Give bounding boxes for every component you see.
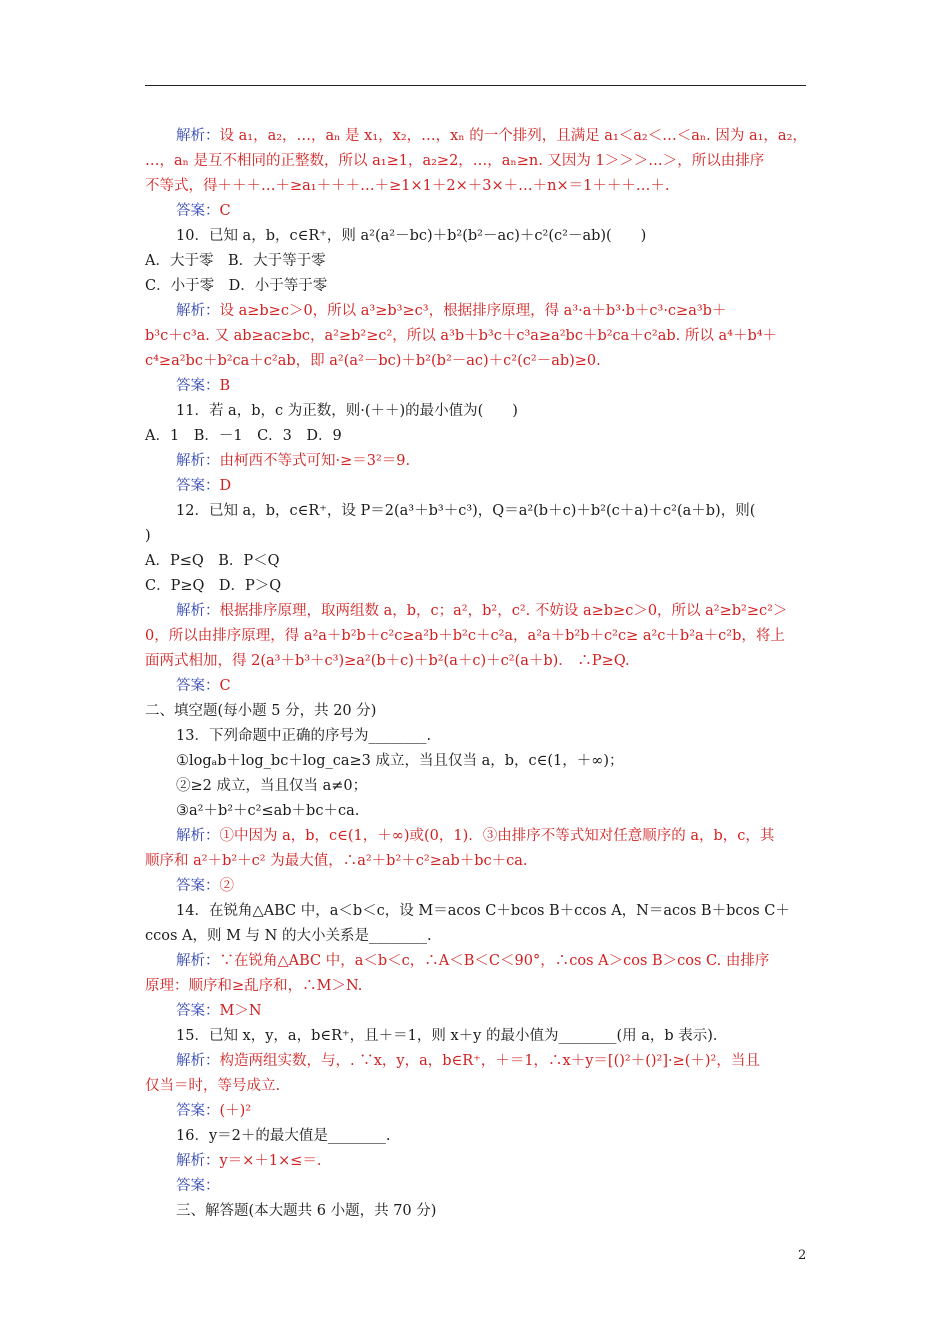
analysis-label: 解析： xyxy=(176,953,220,969)
analysis-text: ①中因为 a，b，c∈(1，＋∞)或(0，1)．③由排序不等式知对任意顺序的 a，b，c，其 xyxy=(219,828,775,844)
analysis-label: 解析： xyxy=(176,1053,220,1069)
analysis-text: 设 a₁，a₂，…，aₙ 是 x₁，x₂，…，xₙ 的一个排列，且满足 a₁＜a₂＜…＜aₙ. 因为 a₁，a₂， xyxy=(219,128,807,144)
options-line: C．小于零 D．小于等于零 xyxy=(145,278,328,294)
answer-line xyxy=(176,476,231,496)
page-number: 2 xyxy=(798,1248,807,1263)
analysis-line xyxy=(176,1051,760,1071)
analysis-label: 解析： xyxy=(176,828,220,844)
options-line: A．1 B．－1 C．3 D．9 xyxy=(145,428,342,444)
analysis-text: 设 a≥b≥c＞0，所以 a³≥b³≥c³，根据排序原理，得 a³·a＋b³·b＋c³·c≥a³b＋ xyxy=(219,303,727,319)
analysis-line xyxy=(176,826,774,846)
analysis-text: c⁴≥a²bc＋b²ca＋c²ab，即 a²(a²－bc)＋b²(b²－ac)＋c²(c²－ab)≥0. xyxy=(145,353,601,369)
question-13: 13．下列命题中正确的序号为________. xyxy=(176,728,432,744)
statement-line: ③a²＋b²＋c²≤ab＋bc＋ca. xyxy=(176,803,360,819)
answer-text: C xyxy=(219,203,231,219)
analysis-text: 原理：顺序和≥乱序和，∴M＞N. xyxy=(145,978,363,994)
answer-label: 答案： xyxy=(176,878,220,894)
question-12: 12．已知 a，b，c∈R⁺，设 P＝2(a³＋b³＋c³)，Q＝a²(b＋c)＋b²(c＋a)＋c²(a＋b)，则( xyxy=(176,503,756,519)
analysis-label: 解析： xyxy=(176,128,220,144)
header-rule xyxy=(145,85,806,86)
question-14-cont: ccos A，则 M 与 N 的大小关系是________. xyxy=(145,928,432,944)
answer-text: M＞N xyxy=(219,1003,262,1019)
analysis-text: 0，所以由排序原理，得 a²a＋b²b＋c²c≥a²b＋b²c＋c²a，a²a＋b²b＋c²c≥ a²c＋b²a＋c²b，将上 xyxy=(145,628,785,644)
analysis-line xyxy=(176,1151,321,1171)
analysis-line xyxy=(176,451,410,471)
answer-line xyxy=(176,376,230,396)
answer-line xyxy=(176,1001,262,1021)
analysis-text: b³c＋c³a. 又 ab≥ac≥bc，a²≥b²≥c²，所以 a³b＋b³c＋c³a≥a²bc＋b²ca＋c²ab. 所以 a⁴＋b⁴＋ xyxy=(145,328,778,344)
analysis-text: 仅当＝时，等号成立. xyxy=(145,1078,281,1094)
answer-text: B xyxy=(219,378,231,394)
answer-line xyxy=(176,201,231,221)
question-10: 10．已知 a，b，c∈R⁺，则 a²(a²－bc)＋b²(b²－ac)＋c²(c²－ab)( ) xyxy=(176,228,647,244)
question-16: 16．y＝2＋的最大值是________. xyxy=(176,1128,391,1144)
question-12-cont: ) xyxy=(145,528,151,544)
question-14: 14．在锐角△ABC 中，a＜b＜c，设 M＝acos C＋bcos B＋ccos A，N＝acos B＋bcos C＋ xyxy=(176,903,790,919)
statement-line: ②≥2 成立，当且仅当 a≠0； xyxy=(176,778,368,794)
question-11: 11．若 a，b，c 为正数，则·(＋＋)的最小值为( ) xyxy=(176,403,518,419)
analysis-text: …，aₙ 是互不相同的正整数，所以 a₁≥1，a₂≥2，…，aₙ≥n. 又因为 1＞＞＞…＞，所以由排序 xyxy=(145,153,765,169)
analysis-text: 根据排序原理，取两组数 a，b，c；a²，b²，c². 不妨设 a≥b≥c＞0，所以 a²≥b²≥c²＞ xyxy=(219,603,788,619)
analysis-text: 顺序和 a²＋b²＋c² 为最大值，∴a²＋b²＋c²≥ab＋bc＋ca. xyxy=(145,853,528,869)
answer-label: 答案： xyxy=(176,378,220,394)
options-line: A．大于零 B．大于等于零 xyxy=(145,253,326,269)
answer-line xyxy=(176,1101,251,1121)
analysis-text: 构造两组实数，与，. ∵x，y，a，b∈R⁺，＋＝1，∴x＋y＝[()²＋()²]·≥(＋)²，当且 xyxy=(219,1053,760,1069)
analysis-text: 由柯西不等式可知·≥＝3²＝9. xyxy=(219,453,411,469)
answer-line xyxy=(176,676,231,696)
analysis-line xyxy=(176,301,726,321)
analysis-text: y＝×＋1×≤＝. xyxy=(219,1153,322,1169)
answer-text: (＋)² xyxy=(219,1103,252,1119)
analysis-text: 不等式，得＋＋＋…＋≥a₁＋＋＋…＋≥1×1＋2×＋3×＋…＋n×＝1＋＋＋…＋. xyxy=(145,178,670,194)
section-heading: 三、解答题(本大题共 6 小题，共 70 分) xyxy=(176,1203,437,1219)
answer-text: D xyxy=(219,478,232,494)
analysis-text: 面两式相加，得 2(a³＋b³＋c³)≥a²(b＋c)＋b²(a＋c)＋c²(a＋b)． ∴P≥Q. xyxy=(145,653,630,669)
analysis-label: 解析： xyxy=(176,303,220,319)
analysis-label: 解析： xyxy=(176,1153,220,1169)
options-line: C．P≥Q D．P＞Q xyxy=(145,578,282,594)
answer-text: C xyxy=(219,678,231,694)
answer-label: 答案： xyxy=(176,1103,220,1119)
analysis-line xyxy=(176,126,807,146)
question-15: 15．已知 x，y，a，b∈R⁺，且＋＝1，则 x＋y 的最小值为________(用 a，b 表示)． xyxy=(176,1028,728,1044)
options-line: A．P≤Q B．P＜Q xyxy=(145,553,280,569)
analysis-label: 解析： xyxy=(176,603,220,619)
answer-label: 答案： xyxy=(176,1003,220,1019)
analysis-text: ∵在锐角△ABC 中，a＜b＜c，∴A＜B＜C＜90°，∴cos A＞cos B＞cos C. 由排序 xyxy=(219,953,770,969)
answer-label: 答案： xyxy=(176,203,220,219)
analysis-line xyxy=(176,951,769,971)
analysis-line xyxy=(176,601,787,621)
answer-label: 答案： xyxy=(176,1178,220,1194)
answer-line xyxy=(176,1176,220,1196)
answer-line xyxy=(176,876,234,896)
analysis-label: 解析： xyxy=(176,453,220,469)
answer-label: 答案： xyxy=(176,678,220,694)
statement-line: ①logₐb＋log_bc＋log_ca≥3 成立，当且仅当 a，b，c∈(1，＋∞)； xyxy=(176,753,624,769)
section-heading: 二、填空题(每小题 5 分，共 20 分) xyxy=(145,703,377,719)
answer-text: ② xyxy=(219,878,234,894)
answer-label: 答案： xyxy=(176,478,220,494)
